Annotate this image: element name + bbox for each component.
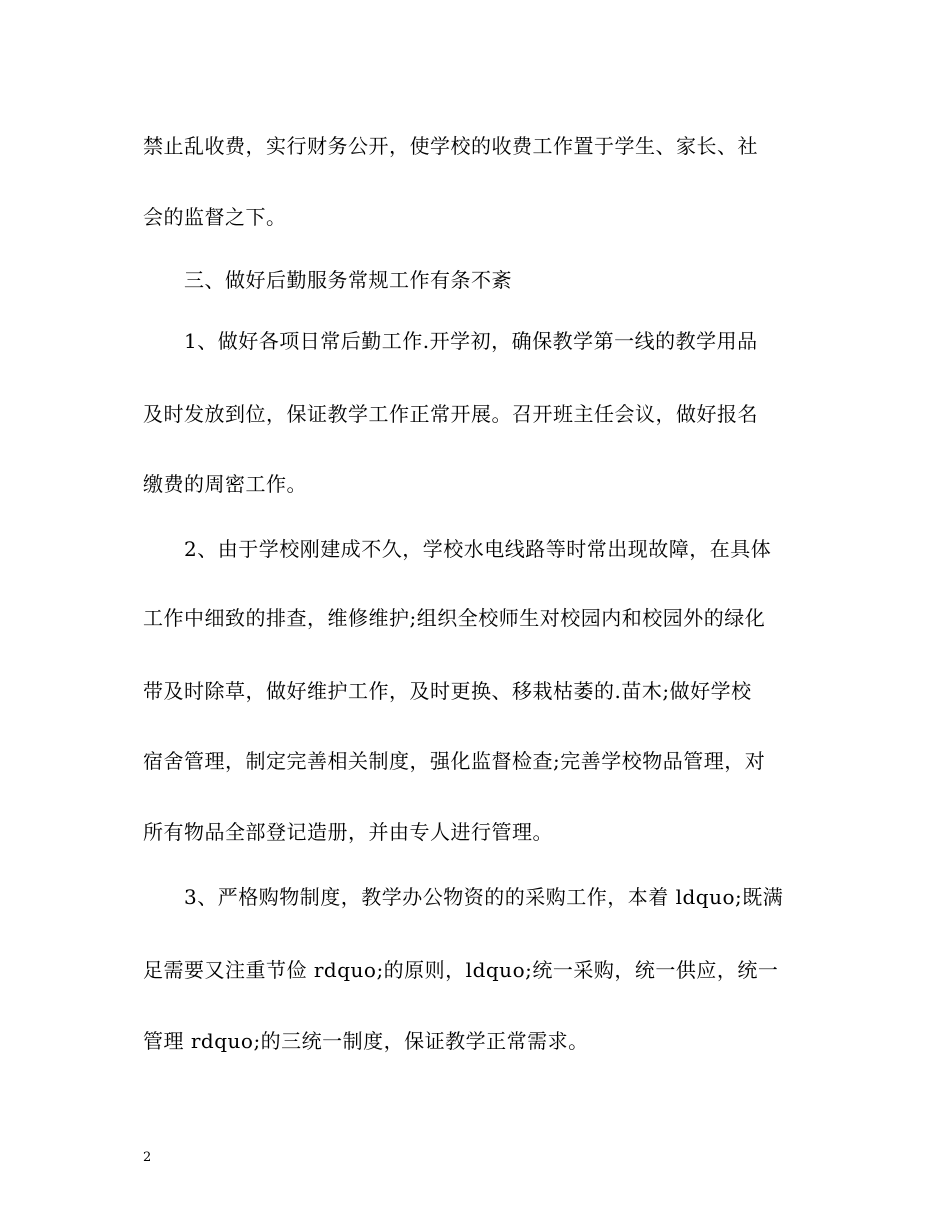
text-line: 2、由于学校刚建成不久，学校水电线路等时常出现故障，在具体 [184,537,772,561]
text-line: 所有物品全部登记造册，并由专人进行管理。 [143,820,553,844]
text-line: 管理 rdquo;的三统一制度，保证教学正常需求。 [143,1029,589,1053]
text-line: 及时发放到位，保证教学工作正常开展。召开班主任会议，做好报名 [143,402,758,426]
page-number: 2 [143,1150,152,1165]
section-heading: 三、做好后勤服务常规工作有条不紊 [184,268,512,292]
text-line: 工作中细致的排查，维修维护;组织全校师生对校园内和校园外的绿化 [143,606,766,630]
text-line: 带及时除草，做好维护工作，及时更换、移栽枯萎的.苗木;做好学校 [143,679,752,703]
text-line: 缴费的周密工作。 [143,472,307,496]
text-line: 3、严格购物制度，教学办公物资的的采购工作，本着 ldquo;既满 [184,885,784,909]
text-line: 1、做好各项日常后勤工作.开学初，确保教学第一线的教学用品 [184,329,758,353]
text-line: 会的监督之下。 [143,205,287,229]
text-line: 宿舍管理，制定完善相关制度，强化监督检查;完善学校物品管理，对 [143,749,766,773]
text-line: 禁止乱收费，实行财务公开，使学校的收费工作置于学生、家长、社 [143,134,758,158]
text-line: 足需要又注重节俭 rdquo;的原则，ldquo;统一采购，统一供应，统一 [143,958,779,982]
